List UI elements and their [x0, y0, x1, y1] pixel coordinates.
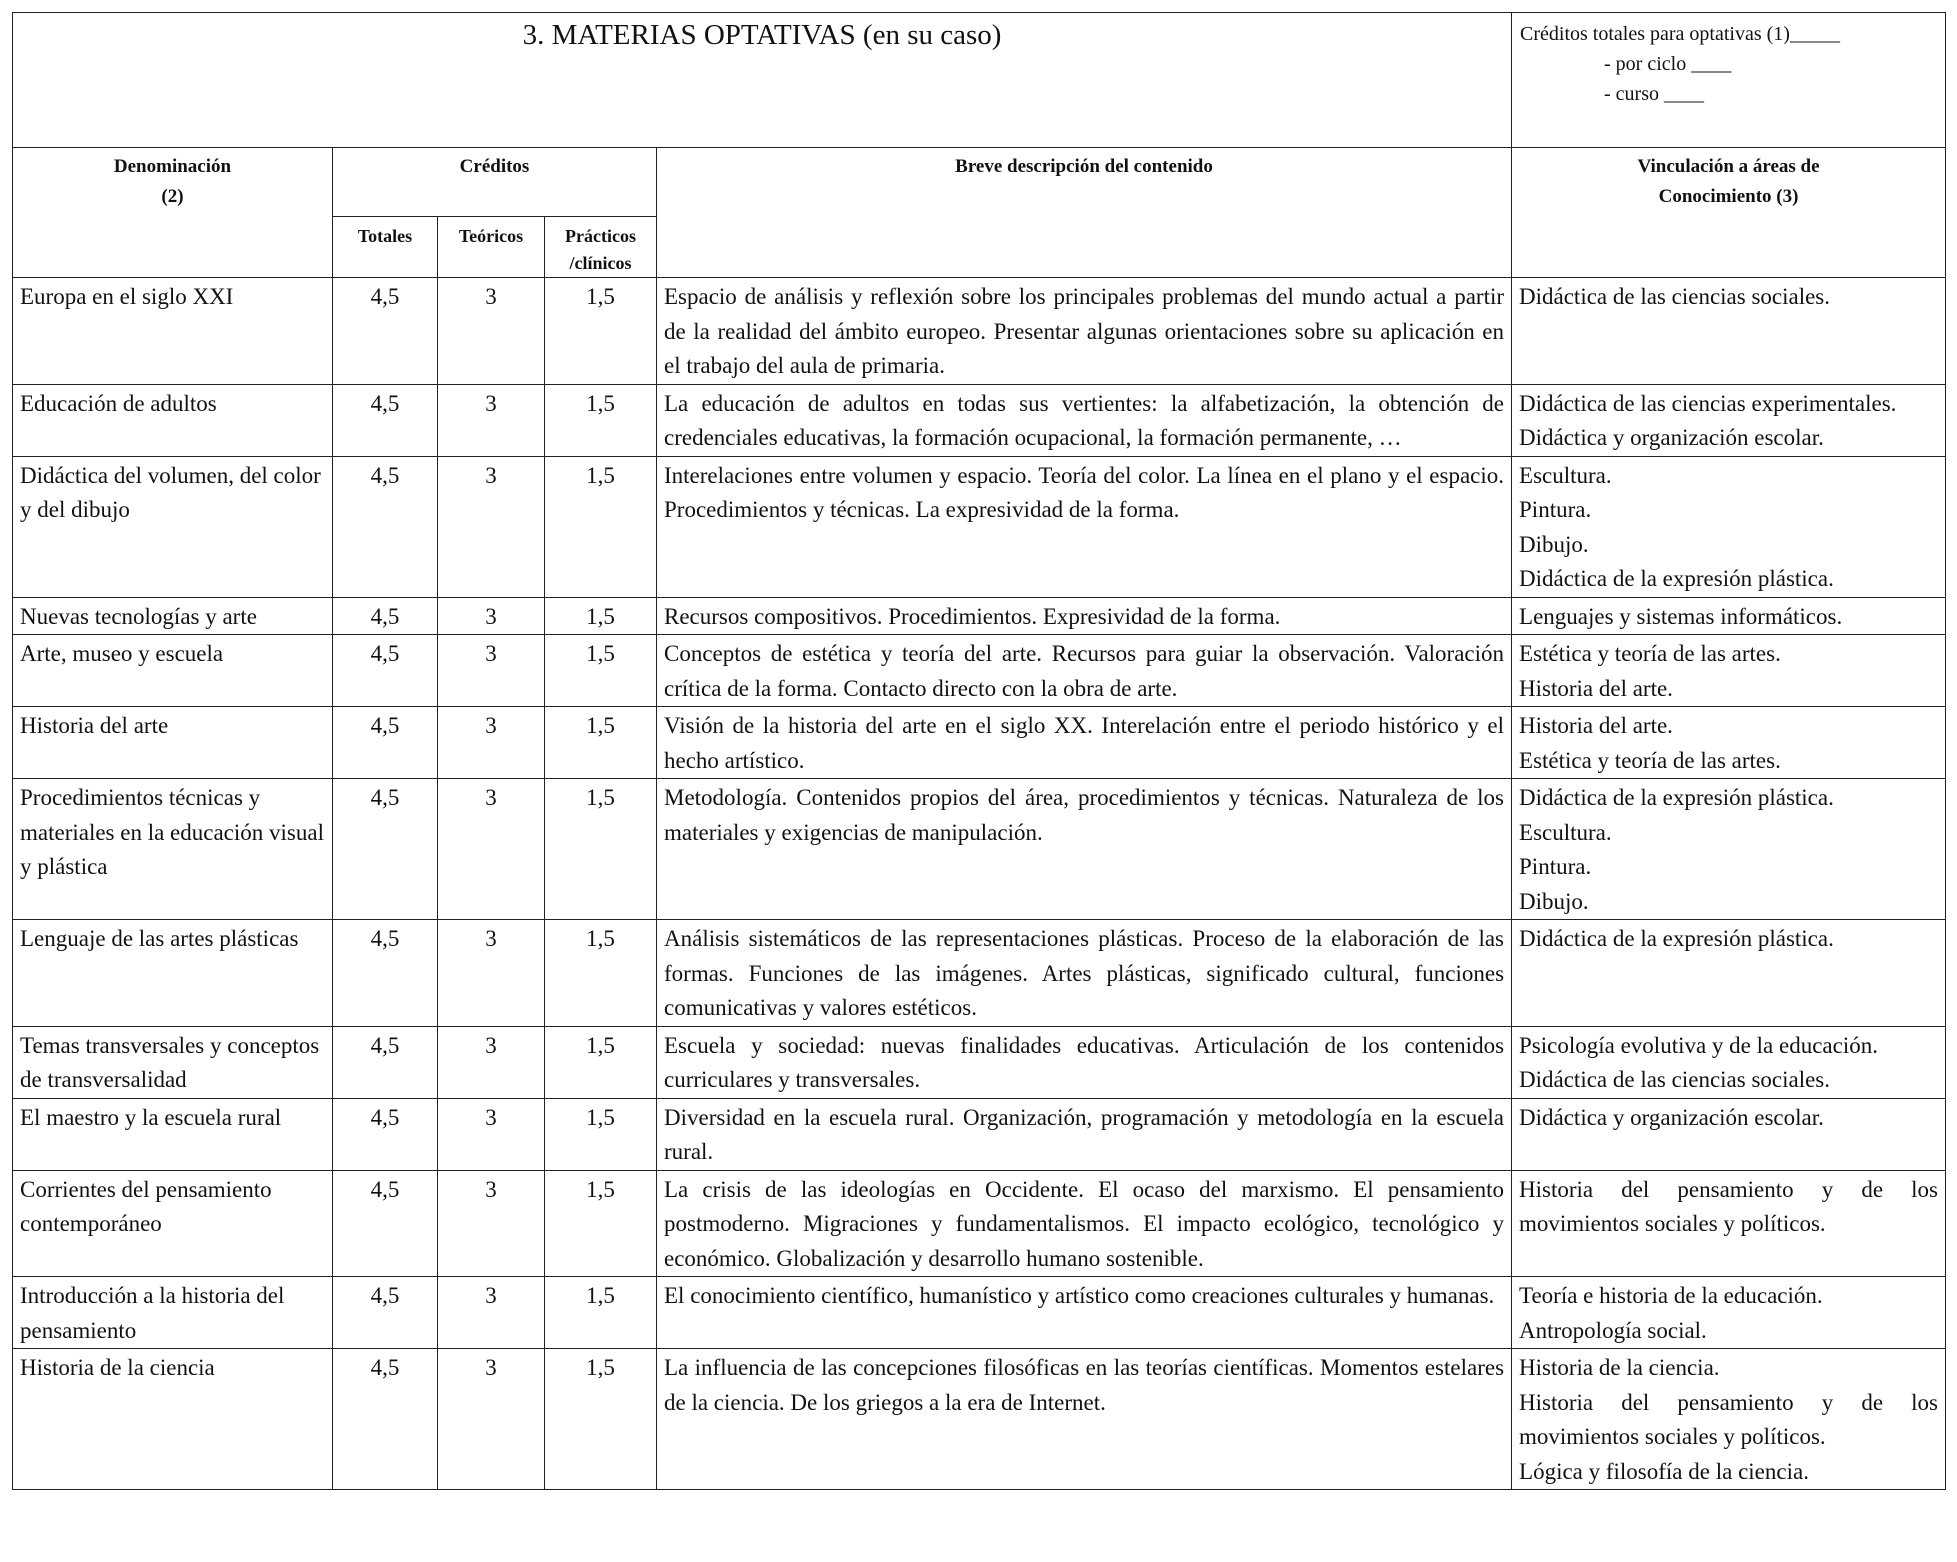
credits-box	[1512, 13, 1946, 148]
optional-subjects-sheet	[12, 12, 1945, 1490]
knowledge-area-item: Lógica y filosofía de la ciencia.	[1519, 1458, 1809, 1484]
subject-description: Conceptos de estética y teoría del arte. Recursos para guiar la observación. Valoración crítica de la forma. Contacto directo con la obra de arte.	[657, 635, 1512, 707]
credits-teoricos: 3	[438, 1098, 545, 1170]
knowledge-area-item: Historia de la ciencia.	[1519, 1355, 1720, 1380]
knowledge-areas	[1512, 779, 1946, 920]
subject-description: La influencia de las concepciones filosóficas en las teorías científicas. Momentos estelares de la ciencia. De los griegos a la era de Internet.	[657, 1349, 1512, 1490]
col-header-totales	[333, 217, 438, 278]
credits-teoricos: 3	[438, 635, 545, 707]
credits-practicos: 1,5	[545, 920, 657, 1027]
subject-name: Arte, museo y escuela	[13, 635, 333, 707]
col-header-teoricos	[438, 217, 545, 278]
subject-name: Didáctica del volumen, del color y del dibujo	[13, 456, 333, 597]
knowledge-area-item: Escultura.	[1519, 462, 1612, 488]
subject-description: Análisis sistemáticos de las representaciones plásticas. Proceso de la elaboración de las formas. Funciones de las imágenes. Artes plásticas, significado cultural, funciones comunicativas y valores estéticos.	[657, 920, 1512, 1027]
credits-practicos: 1,5	[545, 278, 657, 385]
subject-name: El maestro y la escuela rural	[13, 1098, 333, 1170]
credits-practicos: 1,5	[545, 456, 657, 597]
credits-teoricos: 3	[438, 920, 545, 1027]
credits-teoricos: 3	[438, 278, 545, 385]
knowledge-area-item: Estética y teoría de las artes.	[1519, 641, 1781, 666]
table-row	[13, 779, 1946, 920]
knowledge-areas	[1512, 278, 1946, 385]
subject-name: Introducción a la historia del pensamiento	[13, 1277, 333, 1349]
col-header-vinculacion-text: Vinculación a áreas de	[1637, 156, 1820, 177]
table-row	[13, 456, 1946, 597]
credits-totales: 4,5	[333, 1098, 438, 1170]
credits-totales: 4,5	[333, 1277, 438, 1349]
knowledge-area-item: Didáctica de la expresión plástica.	[1519, 926, 1834, 951]
subject-description: Interelaciones entre volumen y espacio. Teoría del color. La línea en el plano y el espacio. Procedimientos y técnicas. La expresividad de la forma.	[657, 456, 1512, 597]
knowledge-areas	[1512, 456, 1946, 597]
credits-per-cycle-label: - por ciclo ____	[1604, 53, 1732, 75]
knowledge-area-item: Antropología social.	[1519, 1317, 1707, 1343]
table-row	[13, 278, 1946, 385]
credits-practicos: 1,5	[545, 707, 657, 779]
knowledge-area-item: Didáctica de la expresión plástica.	[1519, 785, 1834, 810]
subject-name: Historia de la ciencia	[13, 1349, 333, 1490]
knowledge-area-item: Didáctica y organización escolar.	[1519, 425, 1824, 450]
table-row	[13, 920, 1946, 1027]
subject-description: El conocimiento científico, humanístico y artístico como creaciones culturales y humanas.	[657, 1277, 1512, 1349]
section-title-text: 3. MATERIAS OPTATIVAS (en su caso)	[522, 19, 1002, 51]
credits-teoricos: 3	[438, 779, 545, 920]
knowledge-areas	[1512, 1349, 1946, 1490]
knowledge-area-item: Historia del pensamiento y de los movimientos sociales y políticos.	[1519, 1176, 1939, 1236]
knowledge-area-item: Historia del pensamiento y de los movimientos sociales y políticos.	[1519, 1389, 1939, 1449]
knowledge-area-item: Psicología evolutiva y de la educación.	[1519, 1032, 1878, 1058]
col-header-totales-text: Totales	[357, 226, 413, 246]
credits-practicos: 1,5	[545, 1026, 657, 1098]
subjects-table	[12, 12, 1946, 1490]
knowledge-area-item: Didáctica de las ciencias sociales.	[1519, 1067, 1831, 1092]
knowledge-area-item: Pintura.	[1519, 497, 1592, 522]
credits-teoricos: 3	[438, 456, 545, 597]
knowledge-area-item: Teoría e historia de la educación.	[1519, 1283, 1823, 1308]
col-header-denominacion	[13, 148, 333, 278]
subject-description: Diversidad en la escuela rural. Organización, programación y metodología en la escuela rural.	[657, 1098, 1512, 1170]
credits-practicos: 1,5	[545, 1098, 657, 1170]
credits-total-label: Créditos totales para optativas (1)_____	[1520, 23, 1840, 45]
credits-totales: 4,5	[333, 707, 438, 779]
credits-totales: 4,5	[333, 597, 438, 635]
col-header-descripcion-text: Breve descripción del contenido	[955, 156, 1213, 177]
credits-teoricos: 3	[438, 597, 545, 635]
table-row	[13, 1026, 1946, 1098]
credits-totales: 4,5	[333, 779, 438, 920]
table-row	[13, 1349, 1946, 1490]
col-header-vinculacion-text-2: Conocimiento (3)	[1658, 186, 1799, 207]
knowledge-areas	[1512, 1277, 1946, 1349]
knowledge-areas	[1512, 1098, 1946, 1170]
knowledge-areas	[1512, 384, 1946, 456]
subject-name: Historia del arte	[13, 707, 333, 779]
col-header-denominacion-note: (2)	[161, 186, 184, 207]
knowledge-area-item: Escultura.	[1519, 819, 1612, 845]
subjects-body	[13, 278, 1946, 1490]
credits-totales: 4,5	[333, 1170, 438, 1277]
knowledge-areas	[1512, 1170, 1946, 1277]
table-row	[13, 1170, 1946, 1277]
knowledge-areas	[1512, 597, 1946, 635]
subject-description: Metodología. Contenidos propios del área, procedimientos y técnicas. Naturaleza de los materiales y exigencias de manipulación.	[657, 779, 1512, 920]
col-header-creditos	[333, 148, 657, 217]
subject-description: La crisis de las ideologías en Occidente. El ocaso del marxismo. El pensamiento postmoderno. Migraciones y fundamentalismos. El impacto ecológico, tecnológico y económico. Globalización y desarrollo humano sostenible.	[657, 1170, 1512, 1277]
subject-name: Educación de adultos	[13, 384, 333, 456]
credits-per-course-label: - curso ____	[1604, 83, 1704, 105]
knowledge-area-item: Historia del arte.	[1519, 675, 1673, 701]
credits-practicos: 1,5	[545, 1170, 657, 1277]
table-row	[13, 1098, 1946, 1170]
subject-name: Europa en el siglo XXI	[13, 278, 333, 385]
subject-description: Visión de la historia del arte en el siglo XX. Interelación entre el periodo histórico y el hecho artístico.	[657, 707, 1512, 779]
knowledge-areas	[1512, 920, 1946, 1027]
credits-practicos: 1,5	[545, 1277, 657, 1349]
col-header-creditos-text: Créditos	[459, 156, 530, 177]
knowledge-area-item: Didáctica de las ciencias sociales.	[1519, 284, 1831, 309]
col-header-denominacion-text: Denominación	[113, 156, 232, 177]
knowledge-area-item: Didáctica de la expresión plástica.	[1519, 566, 1834, 591]
col-header-practicos	[545, 217, 657, 278]
credits-practicos: 1,5	[545, 597, 657, 635]
credits-teoricos: 3	[438, 384, 545, 456]
knowledge-areas	[1512, 707, 1946, 779]
credits-totales: 4,5	[333, 1349, 438, 1490]
knowledge-area-item: Estética y teoría de las artes.	[1519, 747, 1781, 773]
credits-totales: 4,5	[333, 920, 438, 1027]
subject-description: Recursos compositivos. Procedimientos. Expresividad de la forma.	[657, 597, 1512, 635]
subject-name: Corrientes del pensamiento contemporáneo	[13, 1170, 333, 1277]
credits-practicos: 1,5	[545, 1349, 657, 1490]
credits-totales: 4,5	[333, 456, 438, 597]
subject-description: La educación de adultos en todas sus vertientes: la alfabetización, la obtención de credenciales educativas, la formación ocupacional, la formación permanente, …	[657, 384, 1512, 456]
subject-name: Temas transversales y conceptos de transversalidad	[13, 1026, 333, 1098]
knowledge-area-item: Dibujo.	[1519, 531, 1589, 557]
subject-description: Espacio de análisis y reflexión sobre los principales problemas del mundo actual a partir de la realidad del ámbito europeo. Presentar algunas orientaciones sobre su aplicación en el trabajo del aula de primaria.	[657, 278, 1512, 385]
credits-practicos: 1,5	[545, 779, 657, 920]
credits-teoricos: 3	[438, 707, 545, 779]
knowledge-areas	[1512, 635, 1946, 707]
knowledge-area-item: Didáctica y organización escolar.	[1519, 1104, 1824, 1130]
table-row	[13, 597, 1946, 635]
credits-teoricos: 3	[438, 1349, 545, 1490]
knowledge-area-item: Historia del arte.	[1519, 713, 1673, 738]
subject-name: Nuevas tecnologías y arte	[13, 597, 333, 635]
table-row	[13, 707, 1946, 779]
credits-teoricos: 3	[438, 1277, 545, 1349]
credits-totales: 4,5	[333, 635, 438, 707]
table-row	[13, 384, 1946, 456]
subject-description: Escuela y sociedad: nuevas finalidades educativas. Articulación de los contenidos curriculares y transversales.	[657, 1026, 1512, 1098]
col-header-vinculacion	[1512, 148, 1946, 278]
col-header-practicos-text-2: /clínicos	[569, 253, 632, 273]
section-title	[13, 13, 1512, 148]
col-header-practicos-text: Prácticos	[565, 226, 636, 246]
knowledge-areas	[1512, 1026, 1946, 1098]
table-row	[13, 635, 1946, 707]
table-row	[13, 1277, 1946, 1349]
credits-totales: 4,5	[333, 384, 438, 456]
knowledge-area-item: Lenguajes y sistemas informáticos.	[1519, 603, 1843, 629]
credits-teoricos: 3	[438, 1170, 545, 1277]
credits-practicos: 1,5	[545, 384, 657, 456]
subject-name: Lenguaje de las artes plásticas	[13, 920, 333, 1027]
credits-teoricos: 3	[438, 1026, 545, 1098]
credits-practicos: 1,5	[545, 635, 657, 707]
col-header-descripcion	[657, 148, 1512, 278]
credits-totales: 4,5	[333, 1026, 438, 1098]
knowledge-area-item: Pintura.	[1519, 854, 1592, 879]
knowledge-area-item: Dibujo.	[1519, 888, 1589, 914]
knowledge-area-item: Didáctica de las ciencias experimentales.	[1519, 390, 1897, 416]
subject-name: Procedimientos técnicas y materiales en la educación visual y plástica	[13, 779, 333, 920]
credits-totales: 4,5	[333, 278, 438, 385]
col-header-teoricos-text: Teóricos	[458, 226, 524, 246]
